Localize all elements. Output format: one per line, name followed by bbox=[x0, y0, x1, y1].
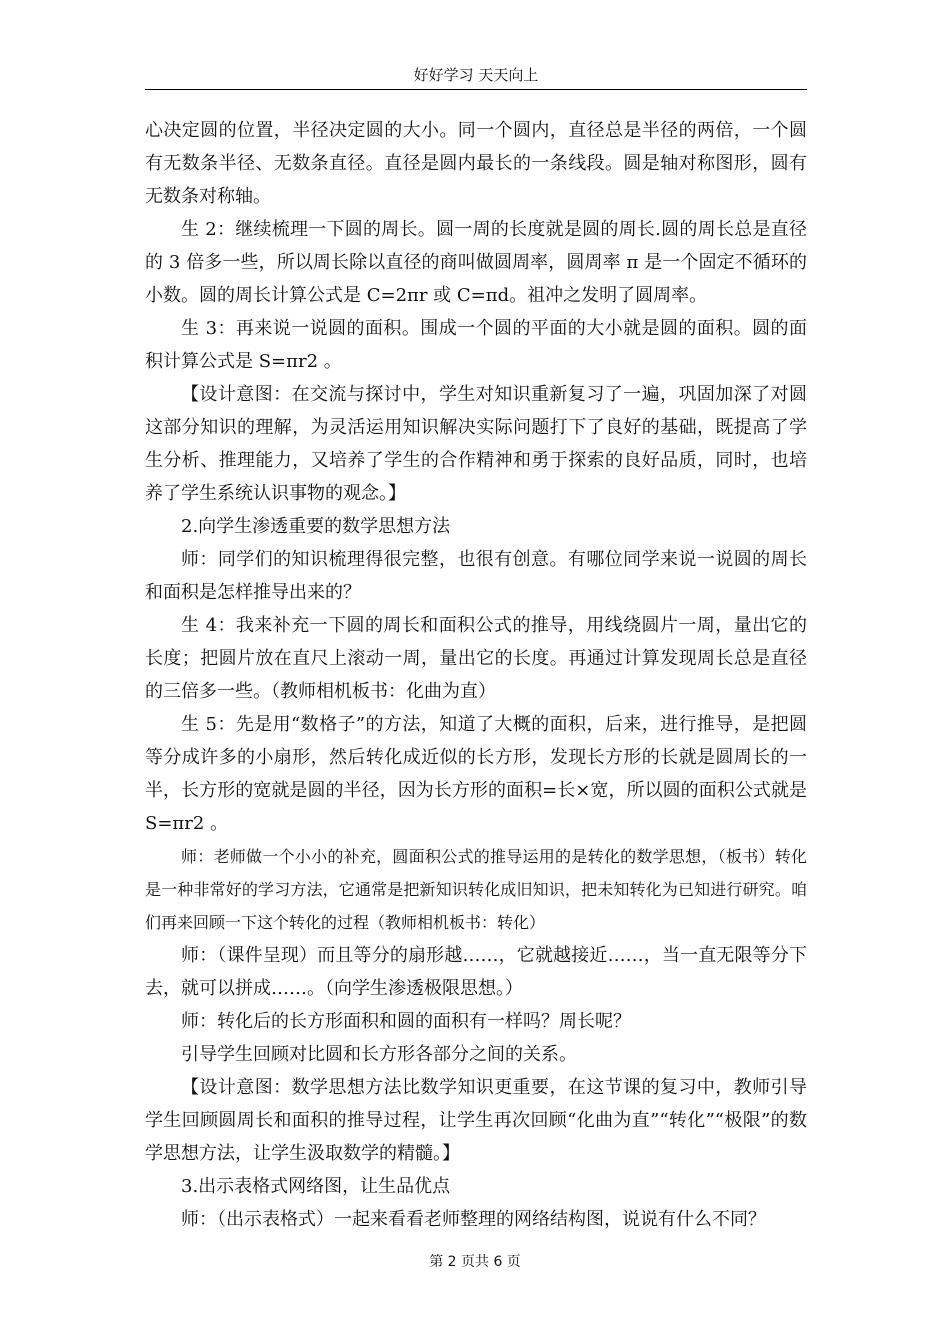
design-intent-note: 【设计意图：数学思想方法比数学知识更重要，在这节课的复习中，教师引导学生回顾圆周长和面积的推导过程，让学生再次回顾“化曲为直”“转化”“极限”的数学思想方法，让学生汲取数学的精髓。】 bbox=[145, 1077, 807, 1164]
paragraph: 师：老师做一个小小的补充，圆面积公式的推导运用的是转化的数学思想，（板书）转化是一种非常好的学习方法，它通常是把新知识转化成旧知识，把未知转化为已知进行研究。咱们再来回顾一下这个转化的过程（教师相机板书：转化） bbox=[145, 847, 807, 932]
section-heading: 2.向学生渗透重要的数学思想方法 bbox=[181, 516, 451, 537]
paragraph: 生 4：我来补充一下圆的周长和面积公式的推导，用线绕圆片一周，量出它的长度；把圆片放在直尺上滚动一周，量出它的长度。再通过计算发现周长总是直径的三倍多一些。（教师相机板书：化曲为直） bbox=[145, 615, 807, 702]
header-rule bbox=[145, 89, 807, 90]
paragraph: 师：转化后的长方形面积和圆的面积有一样吗？周长呢？ bbox=[181, 1011, 631, 1032]
paragraph: 师：同学们的知识梳理得很完整，也很有创意。有哪位同学来说一说圆的周长和面积是怎样推导出来的？ bbox=[145, 549, 807, 603]
paragraph: 生 5：先是用“数格子”的方法，知道了大概的面积，后来，进行推导，是把圆等分成许多的小扇形，然后转化成近似的长方形，发现长方形的长就是圆周长的一半，长方形的宽就是圆的半径，因为长方形的面积=长×宽，所以圆的面积公式就是 S=πr2 。 bbox=[145, 714, 807, 834]
paragraph: 师：（出示表格式）一起来看看老师整理的网络结构图，说说有什么不同？ bbox=[181, 1209, 766, 1230]
paragraph: 心决定圆的位置，半径决定圆的大小。同一个圆内，直径总是半径的两倍，一个圆有无数条半径、无数条直径。直径是圆内最长的一条线段。圆是轴对称图形，圆有无数条对称轴。 bbox=[145, 120, 807, 207]
document-body bbox=[145, 114, 807, 1236]
design-intent-note: 【设计意图：在交流与探讨中，学生对知识重新复习了一遍，巩固加深了对圆这部分知识的理解，为灵活运用知识解决实际问题打下了良好的基础，既提高了学生分析、推理能力，又培养了学生的合作精神和勇于探索的良好品质，同时，也培养了学生系统认识事物的观念。】 bbox=[145, 384, 807, 504]
paragraph: 生 2：继续梳理一下圆的周长。圆一周的长度就是圆的周长.圆的周长总是直径的 3 倍多一些，所以周长除以直径的商叫做圆周率，圆周率 π 是一个固定不循环的小数。圆的周长计算公式是 C=2πr 或 C=πd。祖冲之发明了圆周率。 bbox=[145, 219, 807, 306]
paragraph: 师：（课件呈现）而且等分的扇形越……，它就越接近……，当一直无限等分下去，就可以拼成……。（向学生渗透极限思想。） bbox=[145, 945, 807, 999]
paragraph: 生 3：再来说一说圆的面积。围成一个圆的平面的大小就是圆的面积。圆的面积计算公式是 S=πr2 。 bbox=[145, 318, 807, 372]
paragraph: 引导学生回顾对比圆和长方形各部分之间的关系。 bbox=[181, 1044, 577, 1065]
page-header: 好好学习 天天向上 bbox=[413, 66, 539, 84]
section-heading: 3.出示表格式网络图，让生品优点 bbox=[181, 1176, 451, 1197]
page-number: 第 2 页共 6 页 bbox=[429, 1254, 521, 1270]
